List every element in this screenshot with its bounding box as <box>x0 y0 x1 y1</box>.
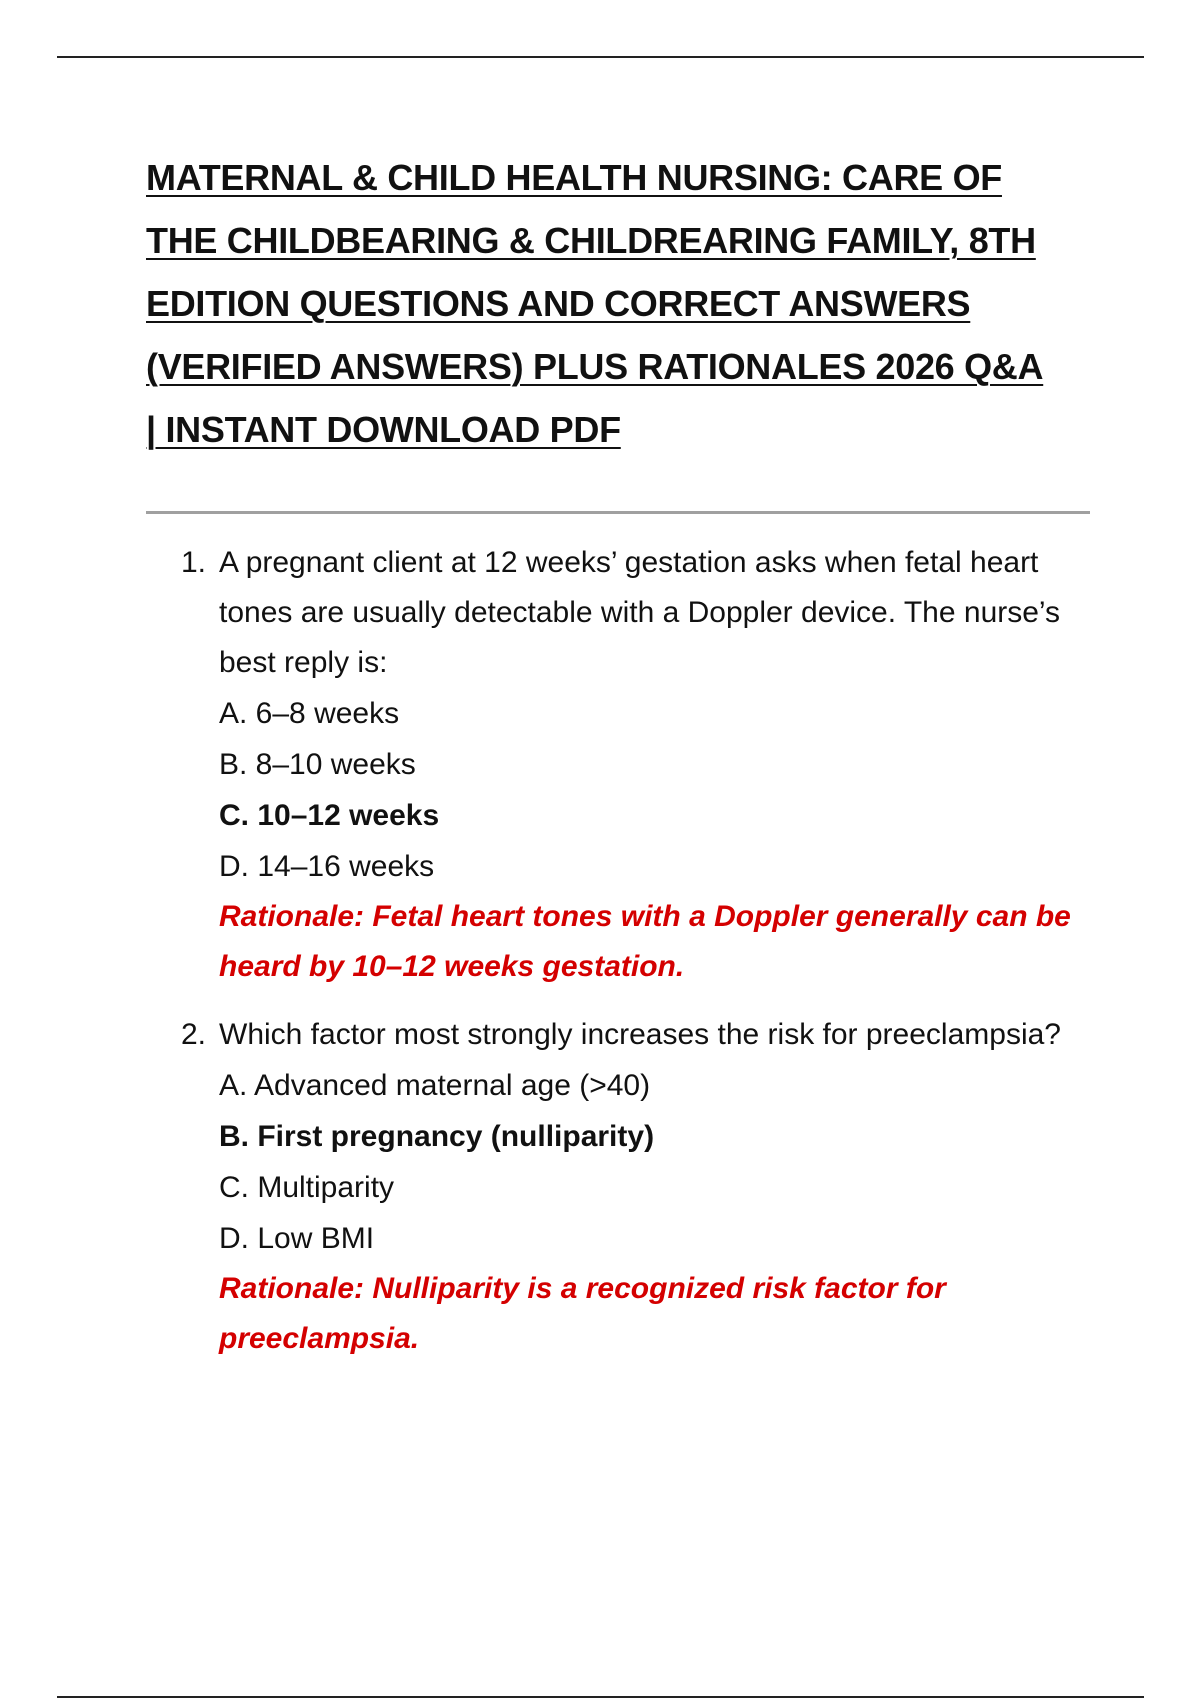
answer-option-c: C. Multiparity <box>219 1171 395 1204</box>
document-title-line: EDITION QUESTIONS AND CORRECT ANSWERS <box>146 283 971 324</box>
answer-option-d: D. Low BMI <box>219 1222 375 1255</box>
page-bottom-rule <box>57 1696 1144 1698</box>
document-title-line: | INSTANT DOWNLOAD PDF <box>146 409 621 450</box>
question-stem: A pregnant client at 12 weeks’ gestation asks when fetal heart tones are usually detectable with a Doppler device. The nurse’s best reply is: <box>219 546 1061 679</box>
question-stem: Which factor most strongly increases the risk for preeclampsia? <box>219 1018 1061 1051</box>
rationale-text: Rationale: Fetal heart tones with a Doppler generally can be heard by 10–12 weeks gestation. <box>219 900 1071 983</box>
answer-option-d: D. 14–16 weeks <box>219 850 435 883</box>
rationale-text: Rationale: Nulliparity is a recognized risk factor for preeclampsia. <box>219 1272 946 1355</box>
answer-option-b-correct: B. First pregnancy (nulliparity) <box>219 1120 655 1153</box>
document-title-line: MATERNAL & CHILD HEALTH NURSING: CARE OF <box>146 157 1002 198</box>
question-2 <box>181 1010 1089 1364</box>
document-title-line: (VERIFIED ANSWERS) PLUS RATIONALES 2026 Q&A <box>146 346 1044 387</box>
section-divider <box>146 511 1090 514</box>
question-number: 2. <box>181 1018 207 1051</box>
question-1 <box>181 538 1089 992</box>
question-number: 1. <box>181 546 207 579</box>
answer-option-a: A. Advanced maternal age (>40) <box>219 1069 651 1102</box>
page-top-rule <box>57 56 1144 58</box>
question-list <box>0 538 1200 1382</box>
document-title-line: THE CHILDBEARING & CHILDREARING FAMILY, 8TH <box>146 220 1036 261</box>
document-title <box>146 146 1106 461</box>
answer-option-a: A. 6–8 weeks <box>219 697 400 730</box>
answer-option-b: B. 8–10 weeks <box>219 748 416 781</box>
answer-option-c-correct: C. 10–12 weeks <box>219 799 440 832</box>
